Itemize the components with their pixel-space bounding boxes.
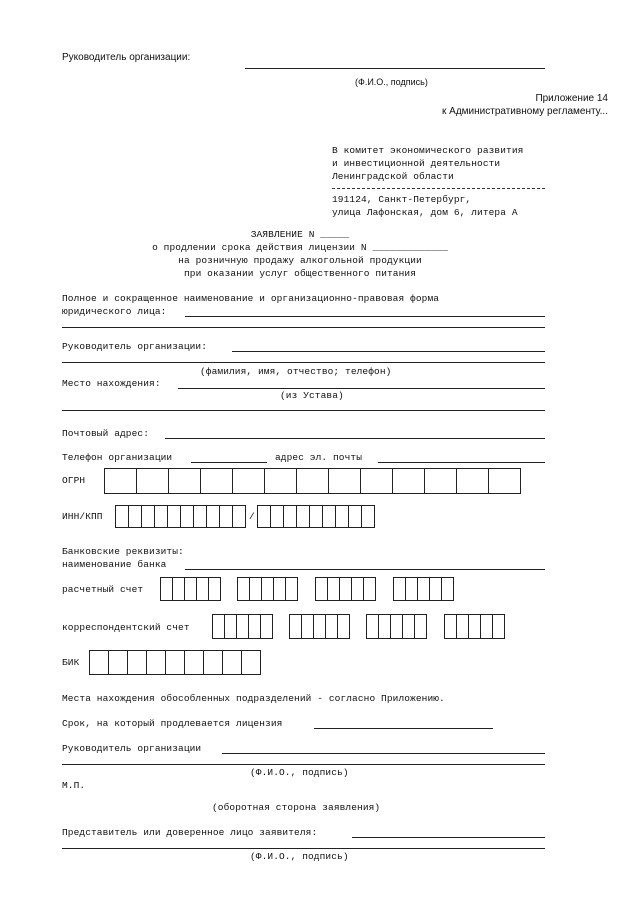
postal-label: Почтовый адрес:	[62, 428, 150, 439]
title-line-4: при оказании услуг общественного питания	[183, 268, 417, 279]
ogrn-cell[interactable]	[424, 468, 457, 494]
email-label: адрес эл. почты	[275, 452, 363, 463]
title-line-3: на розничную продажу алкогольной продукции	[178, 255, 422, 266]
org-name-line-1[interactable]	[185, 316, 545, 317]
addressee-address-2: улица Лафонская, дом 6, литера А	[332, 207, 518, 218]
ogrn-cell[interactable]	[296, 468, 329, 494]
ogrn-label: ОГРН	[62, 475, 86, 486]
corr-account-label: корреспондентский счет	[62, 622, 190, 633]
head-signature-caption: (Ф.И.О., подпись)	[355, 77, 428, 87]
account-cell[interactable]	[363, 577, 376, 601]
account-grid[interactable]	[237, 577, 297, 601]
kpp-cell[interactable]	[335, 505, 349, 528]
bik-cell[interactable]	[222, 650, 242, 675]
account-cell[interactable]	[208, 577, 221, 601]
bank-details-label: Банковские реквизиты:	[62, 546, 184, 557]
inn-kpp-slash: /	[249, 511, 255, 522]
inn-cell[interactable]	[167, 505, 181, 528]
bik-cell[interactable]	[108, 650, 128, 675]
bank-name-label: наименование банка	[62, 559, 167, 570]
appendix-line-2: к Административному регламенту...	[442, 106, 608, 117]
ogrn-cell[interactable]	[488, 468, 521, 494]
inn-cell[interactable]	[219, 505, 233, 528]
inn-cell[interactable]	[141, 505, 155, 528]
title-statement-number: ЗАЯВЛЕНИЕ N _____	[250, 229, 350, 240]
corr-account-cell[interactable]	[260, 614, 273, 639]
bik-cell[interactable]	[146, 650, 166, 675]
inn-cell[interactable]	[115, 505, 129, 528]
sign-caption: (Ф.И.О., подпись)	[250, 767, 349, 778]
bik-cell[interactable]	[89, 650, 109, 675]
appendix-line-1: Приложение 14	[535, 93, 608, 104]
kpp-cell[interactable]	[270, 505, 284, 528]
license-term-label: Срок, на который продлевается лицензия	[62, 718, 283, 729]
org-name-label-2: юридического лица:	[62, 306, 167, 317]
representative-label: Представитель или доверенное лицо заявителя:	[62, 827, 318, 838]
ogrn-cell[interactable]	[328, 468, 361, 494]
corr-account-grid[interactable]	[366, 614, 426, 639]
location-line-2[interactable]	[62, 410, 545, 411]
bank-name-line[interactable]	[185, 569, 545, 570]
phone-label: Телефон организации	[62, 452, 173, 463]
bik-grid[interactable]	[89, 650, 264, 675]
kpp-cell[interactable]	[361, 505, 375, 528]
corr-account-grid[interactable]	[289, 614, 349, 639]
director-line-2[interactable]	[62, 362, 545, 363]
license-term-line[interactable]	[314, 728, 493, 729]
bik-cell[interactable]	[241, 650, 261, 675]
representative-line-1[interactable]	[352, 837, 545, 838]
email-line[interactable]	[378, 462, 545, 463]
addressee-address-1: 191124, Санкт-Петербург,	[332, 194, 472, 205]
ogrn-cell[interactable]	[456, 468, 489, 494]
sign-line-2[interactable]	[62, 764, 545, 765]
kpp-cell[interactable]	[348, 505, 362, 528]
account-grid[interactable]	[315, 577, 375, 601]
corr-account-cell[interactable]	[492, 614, 505, 639]
ogrn-cell[interactable]	[136, 468, 169, 494]
addressee-line-1: В комитет экономического развития	[332, 145, 524, 156]
ogrn-grid[interactable]	[104, 468, 522, 494]
ogrn-cell[interactable]	[232, 468, 265, 494]
head-signature-label: Руководитель организации:	[62, 52, 191, 63]
location-caption: (из Устава)	[280, 390, 344, 401]
bik-cell[interactable]	[184, 650, 204, 675]
reverse-side-note: (оборотная сторона заявления)	[212, 802, 381, 813]
bik-cell[interactable]	[127, 650, 147, 675]
location-label: Место нахождения:	[62, 378, 161, 389]
kpp-cell[interactable]	[309, 505, 323, 528]
bik-cell[interactable]	[165, 650, 185, 675]
inn-kpp-label: ИНН/КПП	[62, 511, 103, 522]
org-name-label: Полное и сокращенное наименование и организационно-правовая форма	[62, 293, 440, 304]
account-label: расчетный счет	[62, 584, 144, 595]
inn-grid[interactable]	[115, 505, 246, 528]
corr-account-cell[interactable]	[414, 614, 427, 639]
representative-line-2[interactable]	[62, 848, 545, 849]
director-label: Руководитель организации:	[62, 341, 208, 352]
representative-caption: (Ф.И.О., подпись)	[250, 851, 349, 862]
phone-line[interactable]	[191, 462, 267, 463]
sign-line-1[interactable]	[222, 753, 545, 754]
director-caption: (фамилия, имя, отчество; телефон)	[200, 366, 392, 377]
inn-cell[interactable]	[232, 505, 246, 528]
inn-cell[interactable]	[154, 505, 168, 528]
inn-cell[interactable]	[206, 505, 220, 528]
ogrn-cell[interactable]	[168, 468, 201, 494]
account-grid[interactable]	[393, 577, 453, 601]
ogrn-cell[interactable]	[360, 468, 393, 494]
title-line-2: о продлении срока действия лицензии N _____________	[152, 242, 448, 253]
corr-account-grid[interactable]	[444, 614, 504, 639]
bik-cell[interactable]	[203, 650, 223, 675]
location-line-1[interactable]	[178, 388, 545, 389]
inn-cell[interactable]	[128, 505, 142, 528]
kpp-cell[interactable]	[322, 505, 336, 528]
corr-account-grid[interactable]	[212, 614, 272, 639]
inn-cell[interactable]	[193, 505, 207, 528]
account-cell[interactable]	[285, 577, 298, 601]
bik-label: БИК	[62, 657, 80, 668]
kpp-grid[interactable]	[257, 505, 375, 528]
inn-cell[interactable]	[180, 505, 194, 528]
postal-line[interactable]	[165, 438, 545, 439]
addressee-line-2: и инвестиционной деятельности	[332, 158, 501, 169]
account-cell[interactable]	[441, 577, 454, 601]
addressee-separator	[332, 188, 545, 189]
addressee-line-3: Ленинградской области	[332, 171, 454, 182]
account-grid[interactable]	[160, 577, 220, 601]
kpp-cell[interactable]	[257, 505, 271, 528]
ogrn-cell[interactable]	[392, 468, 425, 494]
head-signature-line[interactable]	[245, 68, 545, 69]
ogrn-cell[interactable]	[264, 468, 297, 494]
director-line-1[interactable]	[232, 351, 545, 352]
org-name-line-2[interactable]	[62, 327, 545, 328]
stamp-place: М.П.	[62, 780, 86, 791]
kpp-cell[interactable]	[296, 505, 310, 528]
sign-label: Руководитель организации	[62, 743, 202, 754]
ogrn-cell[interactable]	[200, 468, 233, 494]
corr-account-cell[interactable]	[337, 614, 350, 639]
kpp-cell[interactable]	[283, 505, 297, 528]
branches-note: Места нахождения обособленных подразделений - согласно Приложению.	[62, 693, 445, 704]
ogrn-cell[interactable]	[104, 468, 137, 494]
